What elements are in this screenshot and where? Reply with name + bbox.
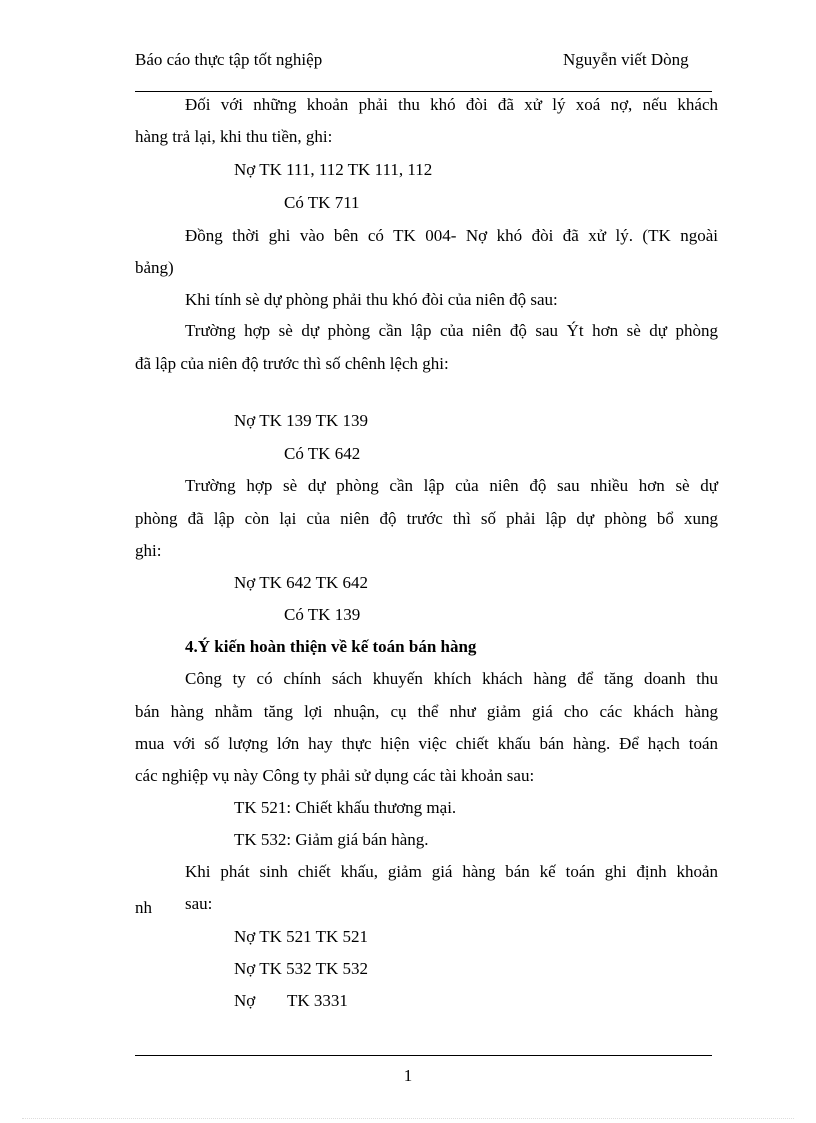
journal-entry-debit: Nợ TK 642 TK 642 <box>234 573 368 592</box>
paragraph-line: bán hàng nhằm tăng lợi nhuận, cụ thể như giảm giá cho các khách hàng <box>135 702 718 721</box>
paragraph-line: Trường hợp sè dự phòng cần lập của niên độ sau Ýt hơn sè dự phòng <box>185 321 718 340</box>
paragraph-line: các nghiệp vụ này Công ty phải sử dụng các tài khoản sau: <box>135 766 535 785</box>
section-heading: 4.Ý kiến hoàn thiện về kế toán bán hàng <box>185 637 477 656</box>
journal-entry-debit-label: Nợ <box>234 991 256 1010</box>
paragraph-line-fragment: sau: <box>185 894 213 913</box>
paragraph-line: ghi: <box>135 541 162 560</box>
journal-entry-debit: Nợ TK 139 TK 139 <box>234 411 368 430</box>
header-report-title: Báo cáo thực tập tốt nghiệp <box>135 50 323 69</box>
paragraph-line-fragment: nh <box>135 898 152 917</box>
paragraph-line: Đồng thời ghi vào bên có TK 004- Nợ khó đòi đã xử lý. (TK ngoài <box>185 226 718 245</box>
journal-entry-debit: Nợ TK 521 TK 521 <box>234 927 368 946</box>
header-author-name: Nguyễn viết Dòng <box>563 50 689 69</box>
account-item-532: TK 532: Giảm giá bán hàng. <box>234 830 429 849</box>
paragraph-line: Trường hợp sè dự phòng cần lập của niên độ sau nhiều hơn sè dự <box>185 476 718 495</box>
journal-entry-credit: Có TK 642 <box>284 444 361 463</box>
paragraph-line: Khi tính sè dự phòng phải thu khó đòi của niên độ sau: <box>185 290 558 309</box>
paragraph-line: Khi phát sinh chiết khấu, giảm giá hàng bán kế toán ghi định khoản <box>185 862 718 881</box>
journal-entry-credit: Có TK 139 <box>284 605 361 624</box>
journal-entry-debit: Nợ TK 111, 112 TK 111, 112 <box>234 160 433 179</box>
journal-entry-credit: Có TK 711 <box>284 193 360 212</box>
paragraph-line: Công ty có chính sách khuyến khích khách hàng để tăng doanh thu <box>185 669 718 688</box>
page-edge-dots <box>22 1118 794 1119</box>
paragraph-line: đã lập của niên độ trước thì số chênh lệch ghi: <box>135 354 449 373</box>
paragraph-line: phòng đã lập còn lại của niên độ trước thì số phải lập dự phòng bổ xung <box>135 509 718 528</box>
journal-entry-account: TK 3331 <box>287 991 348 1010</box>
footer-divider <box>135 1055 712 1056</box>
paragraph-line: hàng trả lại, khi thu tiền, ghi: <box>135 127 333 146</box>
account-item-521: TK 521: Chiết khấu thương mại. <box>234 798 457 817</box>
paragraph-line: mua với số lượng lớn hay thực hiện việc chiết khấu bán hàng. Để hạch toán <box>135 734 718 753</box>
page-number: 1 <box>403 1066 413 1085</box>
paragraph-line: Đối với những khoản phải thu khó đòi đã xử lý xoá nợ, nếu khách <box>185 95 718 114</box>
paragraph-line: bảng) <box>135 258 174 277</box>
header-divider <box>135 91 712 92</box>
journal-entry-debit: Nợ TK 532 TK 532 <box>234 959 368 978</box>
